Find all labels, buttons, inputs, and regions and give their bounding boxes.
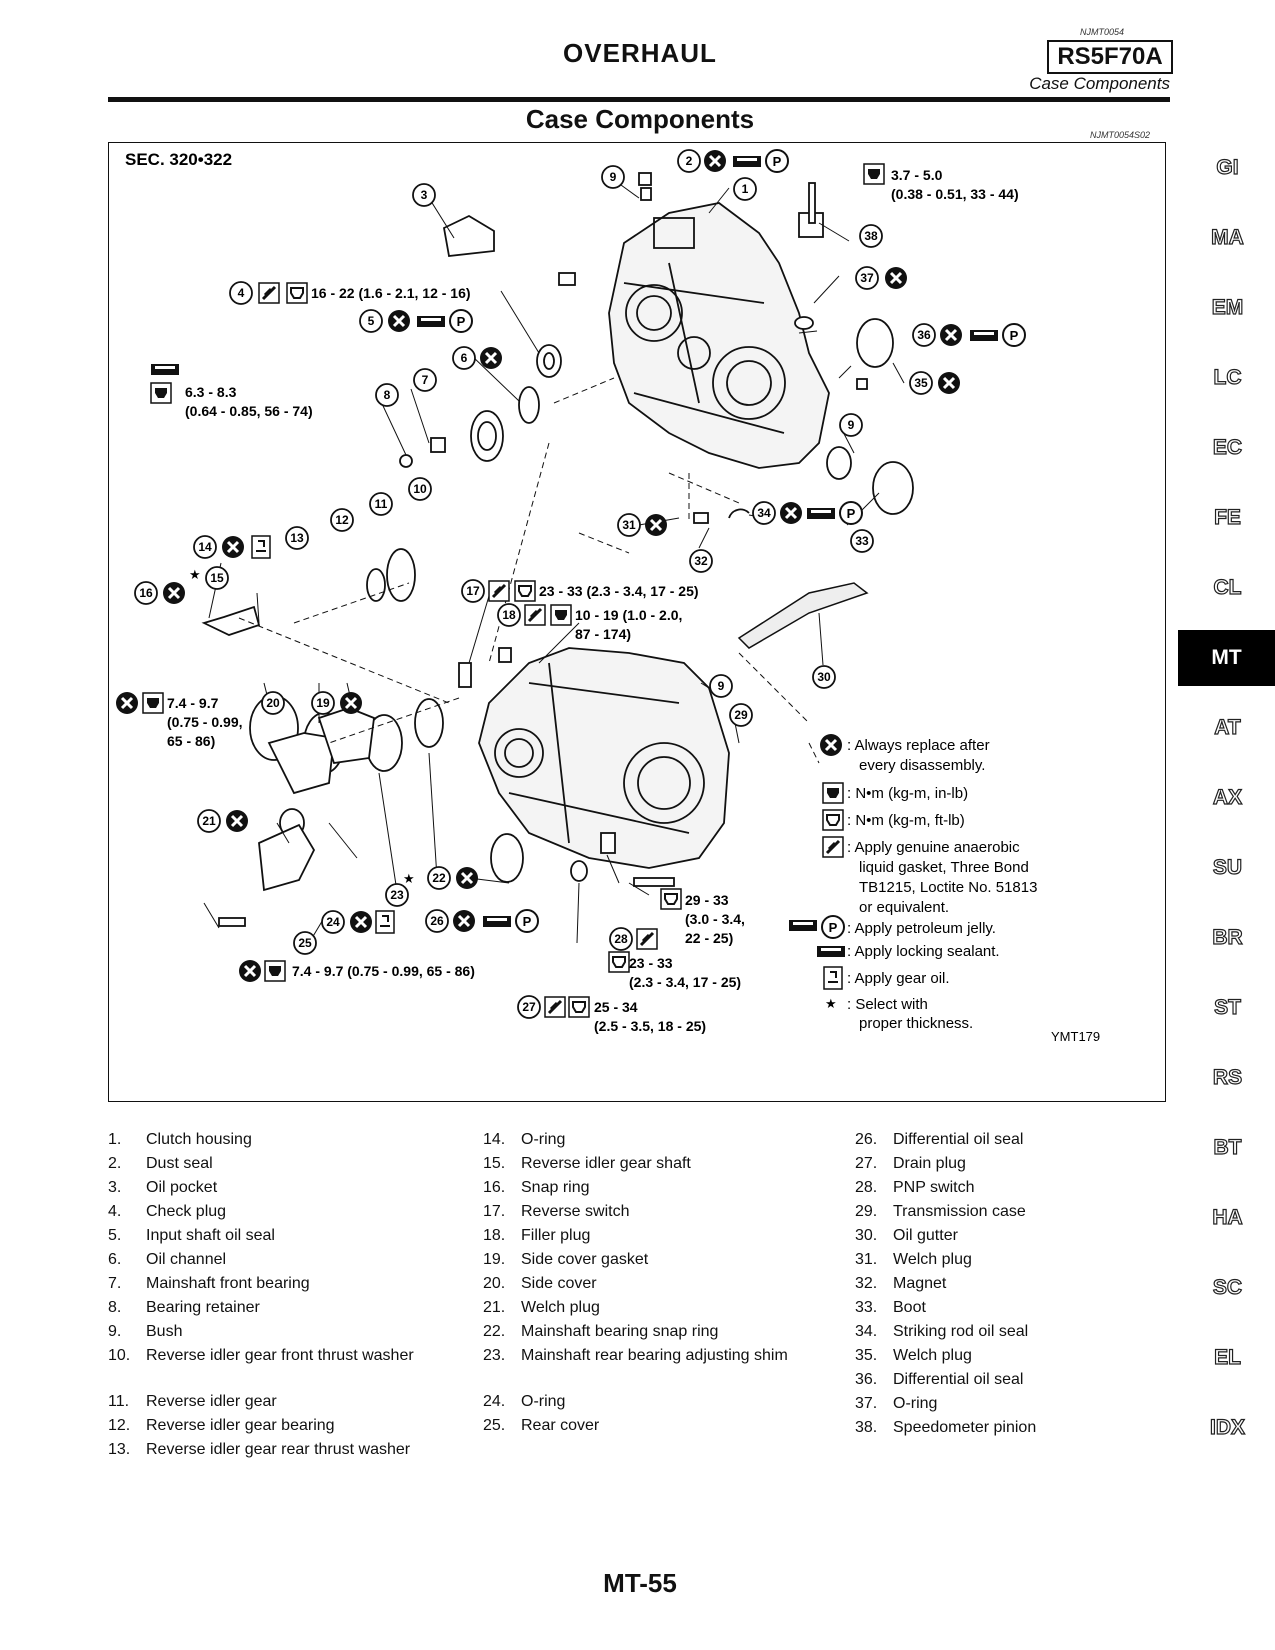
callout-16	[135, 582, 157, 604]
svg-text:9: 9	[847, 418, 855, 432]
svg-text:22 - 25): 22 - 25)	[685, 930, 734, 946]
callout-28	[610, 928, 632, 950]
tab-ha[interactable]: HA	[1212, 1206, 1243, 1229]
svg-text:2: 2	[685, 154, 693, 168]
svg-text:6.3 - 8.3: 6.3 - 8.3	[185, 384, 237, 400]
callout-11	[370, 493, 392, 515]
header-subtitle: Case Components	[1029, 74, 1170, 93]
callout-18	[498, 604, 520, 626]
svg-text:: Always replace after: : Always replace after	[847, 737, 990, 754]
callout-15	[206, 567, 228, 589]
svg-text:(0.38 - 0.51, 33 - 44): (0.38 - 0.51, 33 - 44)	[891, 186, 1019, 202]
svg-text:7.4 - 9.7: 7.4 - 9.7	[167, 695, 219, 711]
page-title: OVERHAUL	[563, 38, 717, 68]
callout-2	[678, 150, 700, 172]
svg-text:15: 15	[210, 571, 224, 585]
svg-text:34: 34	[757, 506, 771, 520]
svg-text:31: 31	[622, 518, 636, 532]
svg-text:65 - 86): 65 - 86)	[167, 733, 216, 749]
svg-text:7: 7	[421, 373, 429, 387]
callout-17	[462, 580, 484, 602]
svg-text:11: 11	[374, 497, 388, 511]
callout-6	[453, 347, 475, 369]
svg-text:13: 13	[290, 531, 304, 545]
svg-text:9: 9	[609, 170, 617, 184]
oil-gutter-drawing	[739, 583, 867, 648]
svg-text:7.4 - 9.7 (0.75 - 0.99, 65 - 8: 7.4 - 9.7 (0.75 - 0.99, 65 - 86)	[292, 963, 475, 979]
svg-text:P: P	[772, 154, 782, 169]
svg-text:: Apply locking sealant.: : Apply locking sealant.	[847, 943, 1000, 960]
tab-rs[interactable]: RS	[1212, 1066, 1243, 1089]
svg-text:10: 10	[413, 482, 427, 496]
svg-text:proper thickness.: proper thickness.	[859, 1015, 974, 1032]
svg-text:or equivalent.: or equivalent.	[859, 899, 950, 916]
callout-30	[813, 666, 835, 688]
svg-text:TB1215, Loctite No. 51813: TB1215, Loctite No. 51813	[859, 879, 1038, 896]
tab-ax[interactable]: AX	[1212, 786, 1243, 809]
callout-13	[286, 527, 308, 549]
svg-text:P: P	[522, 914, 532, 929]
svg-text:★: ★	[825, 996, 837, 1011]
svg-text:P: P	[1009, 328, 1019, 343]
page-number: MT-55	[603, 1568, 677, 1598]
callout-36	[913, 324, 935, 346]
tab-ec[interactable]: EC	[1212, 436, 1243, 459]
svg-text:★: ★	[403, 871, 415, 886]
svg-text:9: 9	[717, 679, 725, 693]
callout-20	[262, 692, 284, 714]
svg-text:87 - 174): 87 - 174)	[575, 626, 632, 642]
svg-text:(2.3 - 3.4, 17 - 25): (2.3 - 3.4, 17 - 25)	[629, 974, 742, 990]
svg-text:P: P	[456, 314, 466, 329]
svg-text:(0.75 - 0.99,: (0.75 - 0.99,	[167, 714, 243, 730]
svg-text:26: 26	[430, 914, 444, 928]
svg-text:14: 14	[198, 540, 212, 554]
callout-29	[730, 704, 752, 726]
svg-text:18: 18	[502, 608, 516, 622]
exploded-diagram	[108, 142, 1166, 1102]
svg-text:23 - 33 (2.3 - 3.4, 17 - 25): 23 - 33 (2.3 - 3.4, 17 - 25)	[539, 583, 699, 599]
svg-text:30: 30	[817, 670, 831, 684]
callout-32	[690, 550, 712, 572]
svg-text:32: 32	[694, 554, 708, 568]
callout-27	[518, 996, 540, 1018]
callout-7	[414, 369, 436, 391]
tab-ma[interactable]: MA	[1211, 226, 1244, 249]
tab-el[interactable]: EL	[1214, 1346, 1241, 1369]
svg-text:P: P	[828, 920, 838, 935]
header-ref-code: NJMT0054	[1080, 27, 1125, 37]
tab-st[interactable]: ST	[1214, 996, 1241, 1019]
svg-text:23 - 33: 23 - 33	[629, 955, 673, 971]
callout-26	[426, 910, 448, 932]
svg-text:33: 33	[855, 534, 869, 548]
svg-text:1: 1	[741, 182, 749, 196]
header-divider	[108, 97, 1170, 102]
svg-text:25: 25	[298, 936, 312, 950]
svg-text:: Select with: : Select with	[847, 996, 928, 1013]
svg-text:21: 21	[202, 814, 216, 828]
svg-text:6: 6	[460, 351, 468, 365]
svg-text:3: 3	[420, 188, 428, 202]
tab-bt[interactable]: BT	[1213, 1136, 1242, 1159]
figure-id: YMT179	[1051, 1029, 1101, 1044]
callout-9c	[710, 675, 732, 697]
section-tabs	[1180, 140, 1275, 1440]
svg-text:24: 24	[326, 915, 340, 929]
sec-label: SEC. 320•322	[125, 150, 233, 169]
svg-text:22: 22	[432, 871, 446, 885]
callout-8	[376, 384, 398, 406]
svg-text:29: 29	[734, 708, 748, 722]
tab-em[interactable]: EM	[1211, 296, 1244, 319]
svg-text:: N•m (kg-m, in-lb): : N•m (kg-m, in-lb)	[847, 785, 969, 802]
svg-text:38: 38	[864, 229, 878, 243]
svg-text:35: 35	[914, 376, 928, 390]
model-badge: RS5F70A	[1047, 40, 1173, 74]
svg-text:(0.64 - 0.85, 56 - 74): (0.64 - 0.85, 56 - 74)	[185, 403, 313, 419]
section-ref-code: NJMT0054S02	[1090, 130, 1151, 140]
svg-text:every disassembly.: every disassembly.	[859, 757, 986, 774]
tab-fe[interactable]: FE	[1214, 506, 1241, 529]
callout-9a	[602, 166, 624, 188]
callout-31	[618, 514, 640, 536]
svg-text:25 - 34: 25 - 34	[594, 999, 638, 1015]
svg-text:: Apply gear oil.: : Apply gear oil.	[847, 970, 950, 987]
svg-text:29 - 33: 29 - 33	[685, 892, 729, 908]
callout-37	[856, 267, 878, 289]
svg-text:4: 4	[237, 286, 245, 300]
svg-text:: Apply genuine anaerobic: : Apply genuine anaerobic	[847, 839, 1020, 856]
callout-23	[386, 884, 408, 906]
svg-text:23: 23	[390, 888, 404, 902]
tab-gi[interactable]: GI	[1216, 156, 1239, 179]
callout-38	[860, 225, 882, 247]
svg-text:liquid gasket, Three Bond: liquid gasket, Three Bond	[859, 859, 1029, 876]
symbol-legend	[789, 734, 1037, 1032]
callout-1	[734, 178, 756, 200]
svg-text:8: 8	[383, 388, 391, 402]
callout-4	[230, 282, 252, 304]
callout-34	[753, 502, 775, 524]
tab-su[interactable]: SU	[1212, 856, 1243, 879]
svg-text:3.7 - 5.0: 3.7 - 5.0	[891, 167, 943, 183]
svg-text:5: 5	[367, 314, 375, 328]
callout-33	[851, 530, 873, 552]
tab-br[interactable]: BR	[1212, 926, 1243, 949]
svg-text:★: ★	[189, 567, 201, 582]
svg-text:12: 12	[335, 513, 349, 527]
svg-text:P: P	[846, 506, 856, 521]
tab-mt[interactable]: MT	[1178, 630, 1275, 686]
section-title: Case Components	[525, 104, 755, 134]
svg-text:(3.0 - 3.4,: (3.0 - 3.4,	[685, 911, 745, 927]
tab-at[interactable]: AT	[1214, 716, 1241, 739]
svg-text:10 - 19 (1.0 - 2.0,: 10 - 19 (1.0 - 2.0,	[575, 607, 683, 623]
svg-text:36: 36	[917, 328, 931, 342]
callout-5	[360, 310, 382, 332]
svg-text:17: 17	[466, 584, 480, 598]
callout-3	[413, 184, 435, 206]
callout-24	[322, 911, 344, 933]
callout-19	[312, 692, 334, 714]
svg-text:: Apply petroleum jelly.: : Apply petroleum jelly.	[847, 920, 996, 937]
callout-22	[428, 867, 450, 889]
callout-12	[331, 509, 353, 531]
callout-25	[294, 932, 316, 954]
svg-text:16: 16	[139, 586, 153, 600]
svg-text:27: 27	[522, 1000, 536, 1014]
svg-text:19: 19	[316, 696, 330, 710]
callout-9b	[840, 414, 862, 436]
callout-10	[409, 478, 431, 500]
tab-lc[interactable]: LC	[1213, 366, 1242, 389]
svg-text:20: 20	[266, 696, 280, 710]
tab-sc[interactable]: SC	[1212, 1276, 1243, 1299]
svg-text:: N•m (kg-m, ft-lb): : N•m (kg-m, ft-lb)	[847, 812, 965, 829]
svg-text:16 - 22 (1.6 - 2.1, 12 - 16): 16 - 22 (1.6 - 2.1, 12 - 16)	[311, 285, 471, 301]
callout-14	[194, 536, 216, 558]
svg-text:37: 37	[860, 271, 874, 285]
callout-35	[910, 372, 932, 394]
tab-cl[interactable]: CL	[1213, 576, 1242, 599]
svg-text:28: 28	[614, 932, 628, 946]
clutch-housing-drawing	[609, 203, 829, 468]
svg-text:(2.5 - 3.5, 18 - 25): (2.5 - 3.5, 18 - 25)	[594, 1018, 707, 1034]
tab-idx[interactable]: IDX	[1209, 1416, 1245, 1439]
callout-21	[198, 810, 220, 832]
